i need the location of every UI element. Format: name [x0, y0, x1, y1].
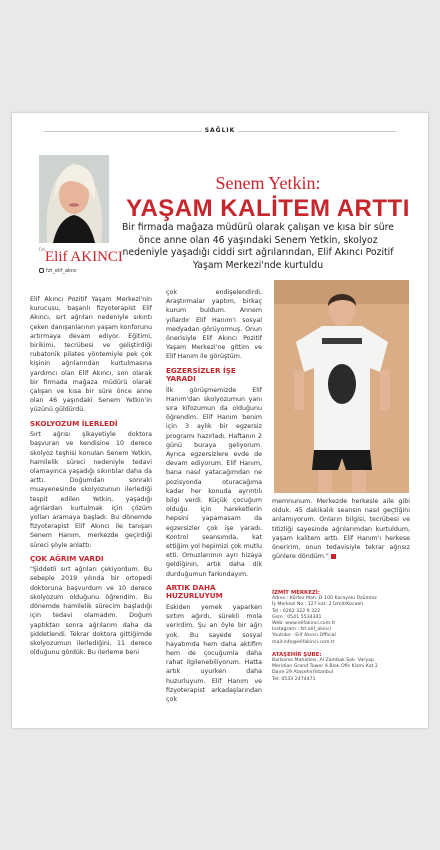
section-label: SAĞLIK	[204, 127, 236, 134]
paragraph-memnun: memnunum. Merkezde herkesle aile gibi olduk. 45 dakikalık seansın nasıl geçtiğini anlamıyorum. Onların bilgisi, tecrübesi ve titizliği sayesinde ağrılarımdan kurtuldum, yaşam kalitem arttı. Elif Hanım'ı herkese öneririm, onun tedavisiyle tekrar ağrısız günlere döndüm."	[272, 498, 410, 561]
subheading-huzur: ARTIK DAHA HUZURLUYUM	[166, 582, 223, 601]
section-rule-right	[238, 131, 396, 132]
atasehir-line: Tel: 0533 2474471	[272, 676, 316, 682]
paragraph-skolyoz: Sırt ağrısı şikayetiyle doktora başvuran ve kendisine 10 derece skolyoz teşhisi konulan Senem Yetkin, hamilelik süreci nedeniyle tedavi olamayınca yaşadığı sıkıntılar daha da arttı. Doğumdan sonraki muayenesinde skolyozunun ilerlediği tespit edilen Yetkin, yaşadığı ağrılardan kurtulmak için çözüm yolları aramaya başladı. Bu dönemde fizyoterapist Elif Akıncı ile tanışan Senem Hanım, merkezde geçirdiği süreci şöyle anlattı:	[30, 431, 152, 549]
author-name: Elif AKINCI	[45, 249, 123, 265]
izmit-line: Adres : Körfez Mah. D-100 Karayolu Üzümlez	[272, 596, 377, 602]
author-handle-text: fzt_elif_aknc	[46, 268, 77, 274]
paragraph-arastirma: çok endişelendirdi. Araştırmalar yaptım, birkaç kurum buldum. Annem yıllardır Elif Hanım'ı sosyal medyadan görüyormuş. Onun önerisiyle Elif Akıncı Pozitif Yaşam Merkezi'ne gittim ve Elif Hanım ile görüştüm.	[166, 289, 262, 361]
subheading-egzersiz: EGZERSİZLER İŞE YARADI	[166, 365, 236, 384]
atasehir-line: Daire 29 Ataşehir/İstanbul	[272, 670, 334, 676]
izmit-line: mail:info@elifakinci.com.tr	[272, 639, 335, 645]
paragraph-huzur: Eskiden yemek yaparken sırtım ağırdı, sürekli mola verirdim. Şu an öyle bir ağrı yok. Bu sayede sosyal hayatımda hem daha aktifim hem de çocuğumla daha rahat ilgilenebiliyorum. Hatta artık uyurken daha huzurluyum. Elif Hanım ve fizyoterapist arkadaşlarından çok	[166, 603, 262, 703]
izmit-line: Tel : 0262 322 9 322	[272, 608, 321, 614]
column-2	[166, 288, 262, 706]
atasehir-line: Meridian Grand Tower A Blok Ofis Kismi Kat 2	[272, 664, 378, 670]
headline-kicker: Senem Yetkin:	[215, 173, 321, 193]
atasehir-line: Barbaros Mahallesi, Al Zambak Sok. Varyap	[272, 658, 374, 664]
contact-info	[272, 590, 410, 683]
izmit-line: İş Merkezi No : 127 kat: 2 İzmit/Kocaeli	[272, 602, 363, 608]
paragraph-egzersiz: İlk görüşmemizde Elif Hanım'dan skolyozumun yanı sıra kifozumun da olduğunu öğrendim. Elif Hanım benim için 3 aylık bir egzersiz programı hazırladı. Haftanın 2 günü buraya geliyorum. Ayrıca egzersizlere evde de devam ediyorum. Elif Hanım, bana nasıl yatacağımdan ne pozisyonda oturacağıma kadar her konuda ayrıntılı bilgi verdi. Küçük çocuğum olduğu için hareketlerin hepsini yapamasam da egzersizler çok işe yaradı. Kontrol seansımda, kat ettiğim yol hepimizi çok mutlu etti. Omuzlarımın ayrı hizaya geldiğinin, artık daha dik durduğumun farkındayım.	[166, 386, 262, 578]
izmit-heading: İZMİT MERKEZİ:	[272, 590, 320, 596]
subheading-agri: ÇOK AĞRIM VARDI	[30, 553, 104, 563]
subheading-skolyoz: SKOLYOZUM İLERLEDİ	[30, 418, 118, 428]
standfirst: Bir firmada mağaza müdürü olarak çalışan ve kısa bir süre önce anne olan 46 yaşındaki Senem Yetkin, skolyoz nedeniyle yaşadığı ciddi sırt ağrılarından, Elif Akıncı Pozitif Yaşam Merkezi'nde kurtuldu	[121, 222, 395, 271]
column-3	[272, 497, 410, 563]
izmit-line: Instagram : fzt.elif_akinci	[272, 627, 332, 633]
author-title: Fzt.	[39, 247, 47, 252]
headline-title: YAŞAM KALİTEM ARTTI	[126, 195, 410, 222]
izmit-line: Web: www.elifakinci.com.tr	[272, 621, 336, 627]
magazine-page	[12, 113, 428, 728]
end-mark	[331, 554, 336, 559]
intro-paragraph: Elif Akıncı Pozitif Yaşam Merkezi'nin kurucusu, başarılı fizyoterapist Elif Akıncı, sırt ağrıları nedeniyle sıkıntı çeken danışanlarının yaşam konforunu artırmaya devam ediyor. Eğitimi, birikimi, tecrübesi ve geliştirdiği rubatonik pilates yöntemiyle pek çok kişinin ağrılarından kurtulmasına yardımcı olan Elif Akıncı, son olarak bir firmada mağaza müdürü olarak çalışan ve kısa bir süre önce anne olan 46 yaşındaki Senem Yetkin'in yüzünü güldürdü.	[30, 296, 152, 414]
patient-photo	[274, 280, 409, 493]
izmit-line: Gsm : 0541 5534341	[272, 614, 322, 620]
author-handle	[39, 268, 77, 274]
column-1	[30, 295, 152, 659]
paragraph-agri: "Şiddetli sırt ağrıları çekiyordum. Bu sebeple 2019 yılında bir ortopedi doktoruna başvurdum ve 10 derece skolyozum olduğunu öğrendim. Bu dönemde hamilelik sürecim başladığı için tedavi olamadım. Doğum yaptıktan sonra ağrılarım daha da şiddetlendi. Tekrar doktora gittiğimde skolyozumun ilerlediğini, 11 derece olduğunu gördük. Bu ilerleme beni	[30, 566, 152, 657]
izmit-line: Youtube : Elif Akıncı Official	[272, 633, 336, 639]
atasehir-heading: ATAŞEHİR ŞUBE:	[272, 651, 322, 658]
instagram-icon	[39, 268, 44, 273]
